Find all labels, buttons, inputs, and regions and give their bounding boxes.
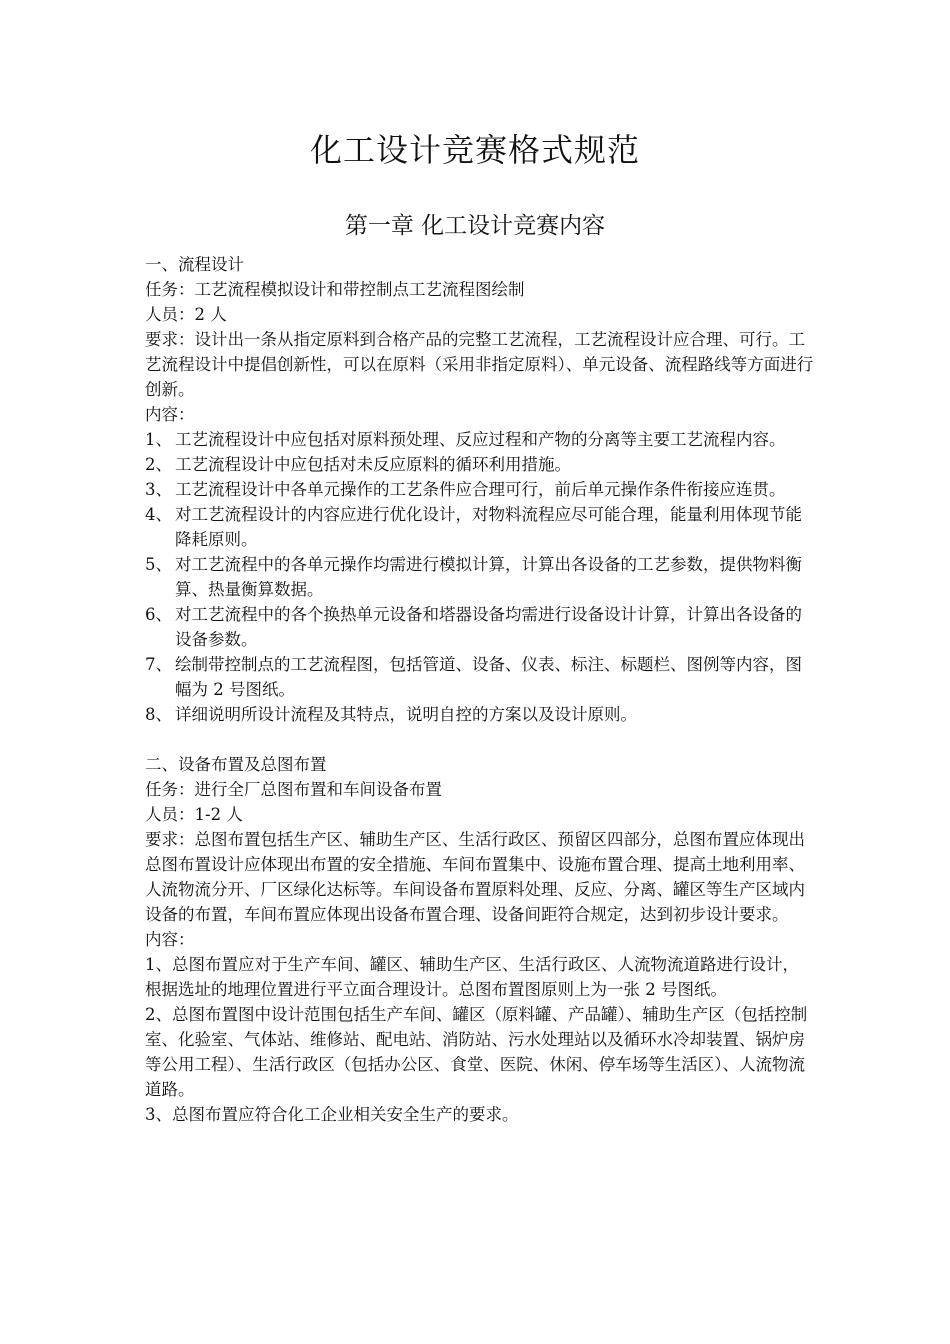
list-number: 2、 <box>145 455 172 474</box>
section-heading: 一、流程设计 <box>145 255 244 274</box>
list-text: 对工艺流程中的各单元操作均需进行模拟计算，计算出各设备的工艺参数，提供物料衡算、热量衡算数据。 <box>175 555 802 599</box>
list-number: 4、 <box>145 505 172 524</box>
list-number: 6、 <box>145 605 172 624</box>
content-paragraph: 1、总图布置应对于生产车间、罐区、辅助生产区、生活行政区、人流物流道路进行设计，根据选址的地理位置进行平立面合理设计。总图布置图原则上为一张 2 号图纸。 <box>145 955 799 999</box>
list-number: 3、 <box>145 480 172 499</box>
list-text: 对工艺流程中的各个换热单元设备和塔器设备均需进行设备设计计算，计算出各设备的设备参数。 <box>175 605 802 649</box>
document-body <box>145 252 815 1127</box>
list-number: 5、 <box>145 555 172 574</box>
staff-line: 人员：2 人 <box>145 305 227 324</box>
list-item <box>145 477 815 502</box>
content-label: 内容： <box>145 405 195 424</box>
list-number: 1、 <box>145 430 172 449</box>
section-heading: 二、设备布置及总图布置 <box>145 755 327 774</box>
list-text: 工艺流程设计中应包括对未反应原料的循环利用措施。 <box>175 455 571 474</box>
content-label: 内容： <box>145 930 195 949</box>
list-text: 对工艺流程设计的内容应进行优化设计，对物料流程应尽可能合理，能量利用体现节能降耗原则。 <box>175 505 802 549</box>
list-item <box>145 552 815 602</box>
content-paragraph: 2、总图布置图中设计范围包括生产车间、罐区（原料罐、产品罐）、辅助生产区（包括控制室、化验室、气体站、维修站、配电站、消防站、污水处理站以及循环水冷却装置、锅炉房等公用工程）、生活行政区（包括办公区、食堂、医院、休闲、停车场等生活区）、人流物流道路。 <box>145 1005 808 1099</box>
list-text: 详细说明所设计流程及其特点，说明自控的方案以及设计原则。 <box>175 705 637 724</box>
list-number: 8、 <box>145 705 172 724</box>
list-text: 工艺流程设计中各单元操作的工艺条件应合理可行，前后单元操作条件衔接应连贯。 <box>175 480 786 499</box>
list-text: 绘制带控制点的工艺流程图，包括管道、设备、仪表、标注、标题栏、图例等内容，图幅为 2 号图纸。 <box>175 655 802 699</box>
list-item <box>145 652 815 702</box>
list-item <box>145 452 815 477</box>
list-item <box>145 427 815 452</box>
list-number: 7、 <box>145 655 172 674</box>
staff-line: 人员：1-2 人 <box>145 805 243 824</box>
requirement-paragraph: 要求：总图布置包括生产区、辅助生产区、生活行政区、预留区四部分，总图布置应体现出总图布置设计应体现出布置的安全措施、车间布置集中、设施布置合理、提高土地利用率、人流物流分开、厂区绿化达标等。车间设备布置原料处理、反应、分离、罐区等生产区域内设备的布置，车间布置应体现出设备布置合理、设备间距符合规定，达到初步设计要求。 <box>145 830 805 924</box>
list-item <box>145 502 815 552</box>
list-text: 工艺流程设计中应包括对原料预处理、反应过程和产物的分离等主要工艺流程内容。 <box>175 430 786 449</box>
list-item <box>145 602 815 652</box>
task-line: 任务：进行全厂总图布置和车间设备布置 <box>145 780 442 799</box>
section-spacer <box>145 727 815 752</box>
document-title: 化工设计竞赛格式规范 <box>309 131 640 169</box>
content-paragraph: 3、总图布置应符合化工企业相关安全生产的要求。 <box>145 1105 519 1124</box>
chapter-title: 第一章 化工设计竞赛内容 <box>344 213 606 239</box>
task-line: 任务：工艺流程模拟设计和带控制点工艺流程图绘制 <box>145 280 525 299</box>
requirement-paragraph: 要求：设计出一条从指定原料到合格产品的完整工艺流程，工艺流程设计应合理、可行。工艺流程设计中提倡创新性，可以在原料（采用非指定原料）、单元设备、流程路线等方面进行创新。 <box>145 330 814 399</box>
list-item <box>145 702 815 727</box>
